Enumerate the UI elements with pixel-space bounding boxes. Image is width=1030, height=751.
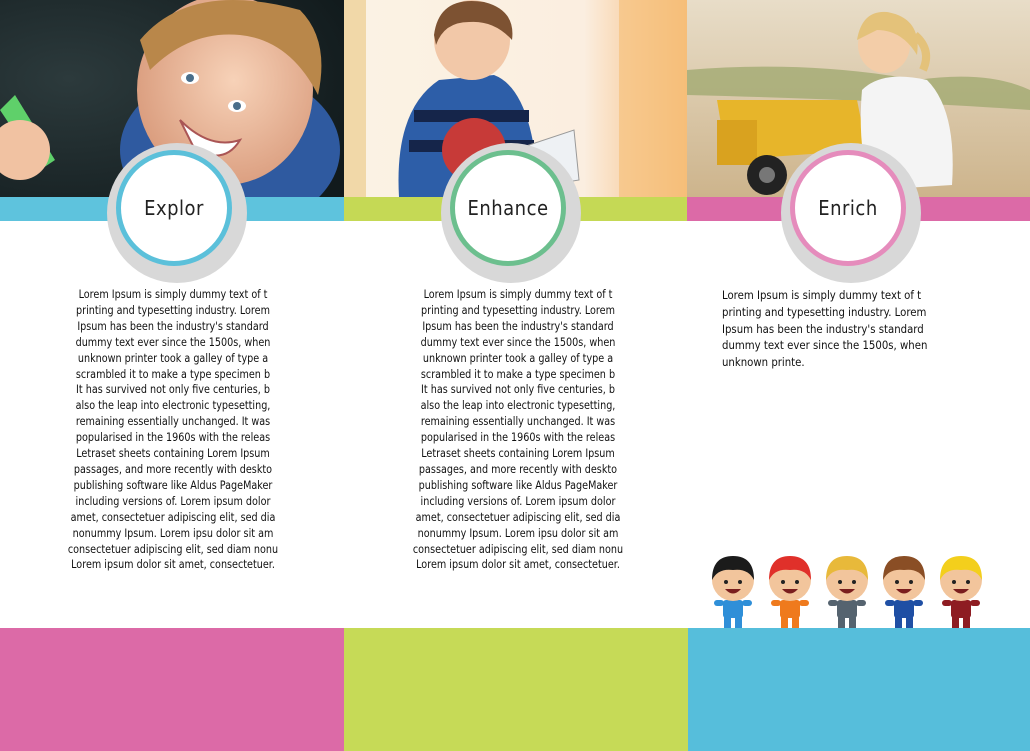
body-line: nonummy Ipsum. Lorem ipsu dolor sit am: [72, 526, 274, 540]
body-line: printing and typesetting industry. Lorem: [76, 303, 270, 317]
body-line: passages, and more recently with deskto: [418, 462, 618, 476]
panel-body-enrich: [722, 287, 997, 371]
body-text-enrich: [722, 287, 959, 371]
panel-body-explor: [38, 287, 308, 573]
boy-black-hair-icon: [708, 548, 758, 638]
bottom-block-enrich: [688, 628, 1030, 751]
body-line: publishing software like Aldus PageMaker: [418, 478, 618, 492]
body-line: Letraset sheets containing Lorem Ipsum: [421, 447, 615, 461]
body-line: unknown printe.: [722, 355, 805, 370]
panel-title-enhance: Enhance: [467, 196, 549, 220]
body-line: consectetuer adipiscing elit, sed diam nonu: [67, 542, 279, 556]
body-line: Lorem Ipsum is simply dummy text of t: [423, 288, 613, 301]
body-line: Lorem ipsum dolor sit amet, consectetuer.: [416, 558, 620, 572]
body-line: popularised in the 1960s with the releas: [75, 431, 271, 445]
body-line: It has survived not only five centuries, b: [421, 383, 615, 397]
circle-badge-explor: [107, 143, 247, 283]
bottom-block-explor: [0, 628, 344, 751]
body-line: amet, consectetuer adipiscing elit, sed dia: [70, 510, 276, 524]
body-line: remaining essentially unchanged. It was: [75, 415, 271, 429]
panel-body-enhance: [383, 287, 653, 573]
body-line: passages, and more recently with deskto: [73, 462, 273, 476]
body-line: unknown printer took a galley of type a: [77, 351, 269, 365]
body-line: unknown printer took a galley of type a: [422, 351, 614, 365]
body-line: Ipsum has been the industry's standard: [77, 319, 269, 333]
body-line: dummy text ever since the 1500s, when: [722, 338, 928, 353]
circle-badge-enhance: [441, 143, 581, 283]
bottom-block-enhance: [344, 628, 688, 751]
girl-red-hair-icon: [765, 548, 815, 638]
body-line: dummy text ever since the 1500s, when: [75, 335, 271, 349]
circle-ring-enrich: [790, 150, 906, 266]
body-line: publishing software like Aldus PageMaker: [73, 478, 273, 492]
body-line: also the leap into electronic typesetting,: [420, 399, 616, 413]
body-line: amet, consectetuer adipiscing elit, sed dia: [415, 510, 621, 524]
body-line: dummy text ever since the 1500s, when: [420, 335, 616, 349]
body-line: including versions of. Lorem ipsum dolor: [420, 494, 616, 508]
body-line: scrambled it to make a type specimen b: [420, 367, 616, 381]
girl-blonde-pigtails-icon: [822, 548, 872, 638]
body-line: popularised in the 1960s with the releas: [420, 431, 616, 445]
boy-brown-hair-icon: [879, 548, 929, 638]
body-line: including versions of. Lorem ipsum dolor: [75, 494, 271, 508]
body-line: consectetuer adipiscing elit, sed diam nonu: [412, 542, 624, 556]
body-text-explor: [57, 287, 289, 573]
body-text-enhance: [402, 287, 634, 573]
body-line: scrambled it to make a type specimen b: [75, 367, 271, 381]
body-line: remaining essentially unchanged. It was: [420, 415, 616, 429]
circle-ring-enhance: [450, 150, 566, 266]
kids-illustration: [708, 548, 993, 638]
body-line: printing and typesetting industry. Lorem: [722, 304, 927, 319]
body-line: It has survived not only five centuries, b: [76, 383, 270, 397]
body-line: Lorem Ipsum is simply dummy text of t: [722, 288, 922, 302]
body-line: printing and typesetting industry. Lorem: [421, 303, 615, 317]
panel-title-enrich: Enrich: [818, 196, 878, 220]
body-line: Lorem ipsum dolor sit amet, consectetuer.: [71, 558, 275, 572]
circle-badge-enrich: [781, 143, 921, 283]
body-line: Lorem Ipsum is simply dummy text of t: [78, 288, 268, 301]
circle-ring-explor: [116, 150, 232, 266]
body-line: also the leap into electronic typesetting,: [75, 399, 271, 413]
body-line: nonummy Ipsum. Lorem ipsu dolor sit am: [417, 526, 619, 540]
panel-title-explor: Explor: [144, 196, 204, 220]
girl-yellow-hair-icon: [936, 548, 986, 638]
body-line: Ipsum has been the industry's standard: [722, 321, 924, 336]
body-line: Ipsum has been the industry's standard: [422, 319, 614, 333]
body-line: Letraset sheets containing Lorem Ipsum: [76, 447, 270, 461]
